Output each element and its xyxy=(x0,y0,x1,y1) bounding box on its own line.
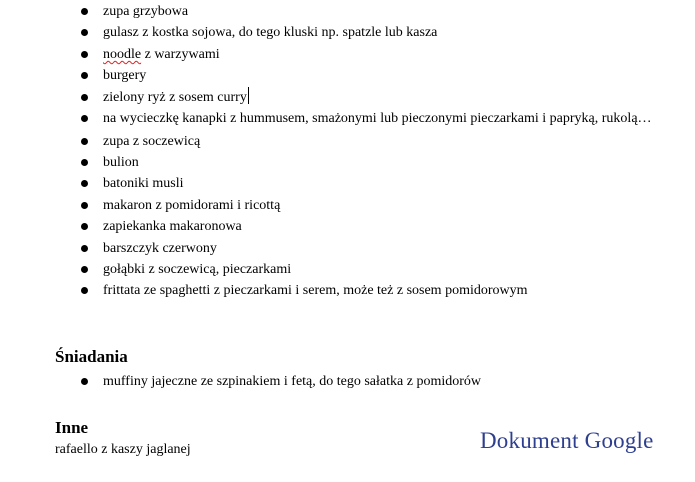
list-item xyxy=(0,216,695,237)
list-item xyxy=(0,87,695,108)
bullet-icon xyxy=(81,378,88,385)
list-item-text: zapiekanka makaronowa xyxy=(103,219,242,235)
bullet-icon xyxy=(81,115,88,122)
bullet-icon xyxy=(81,138,88,145)
bullet-icon xyxy=(81,94,88,101)
list-item-text: na wycieczkę kanapki z hummusem, smażonymi lub pieczonymi pieczarkami i papryką, rukolą… xyxy=(103,111,652,127)
list-item xyxy=(0,65,695,86)
list-item xyxy=(0,152,695,173)
bullet-icon xyxy=(81,266,88,273)
list-item xyxy=(0,238,695,259)
bullet-icon xyxy=(81,29,88,36)
list-item xyxy=(0,173,695,194)
list-item-text: makaron z pomidorami i ricottą xyxy=(103,197,281,213)
list-item xyxy=(0,280,695,301)
bullet-icon xyxy=(81,8,88,15)
bullet-icon xyxy=(81,159,88,166)
list-item-text: batoniki musli xyxy=(103,176,184,192)
list-item-text: muffiny jajeczne ze szpinakiem i fetą, do tego sałatka z pomidorów xyxy=(103,374,481,389)
list-item xyxy=(0,259,695,280)
bullet-icon xyxy=(81,180,88,187)
list-item xyxy=(0,371,695,392)
breakfast-list xyxy=(0,371,695,392)
bullet-icon xyxy=(81,202,88,209)
list-item xyxy=(0,108,695,131)
bullet-icon xyxy=(81,245,88,252)
section-heading-breakfast: Śniadania xyxy=(55,347,128,366)
list-item-text: zupa z soczewicą xyxy=(103,133,201,149)
list-item-text: zielony ryż z sosem curry xyxy=(103,89,247,105)
list-item-text: gulasz z kostka sojowa, do tego kluski np. spatzle lub kasza xyxy=(103,25,438,41)
bullet-icon xyxy=(81,51,88,58)
list-item-text: burgery xyxy=(103,68,147,84)
list-item xyxy=(0,131,695,152)
list-item-text: zupa grzybowa xyxy=(103,4,189,19)
list-item xyxy=(0,1,695,22)
list-item xyxy=(0,44,695,65)
spelling-error-word[interactable]: noodle xyxy=(103,46,142,62)
bullet-icon xyxy=(81,287,88,294)
section-heading-other: Inne xyxy=(55,418,89,437)
list-item xyxy=(0,22,695,43)
paragraph-text: rafaello z kaszy jaglanej xyxy=(55,442,191,457)
list-item-text: z warzywami xyxy=(141,46,220,62)
list-item-text: frittata ze spaghetti z pieczarkami i serem, może też z sosem pomidorowym xyxy=(103,283,528,299)
list-item-text: bulion xyxy=(103,154,139,170)
list-item-text: barszczyk czerwony xyxy=(103,240,217,256)
bullet-icon xyxy=(81,223,88,230)
watermark-label: Dokument Google xyxy=(480,428,654,453)
list-item xyxy=(0,195,695,216)
list-item-text: gołąbki z soczewicą, pieczarkami xyxy=(103,261,292,277)
text-cursor xyxy=(248,87,250,104)
recipe-list xyxy=(0,1,695,302)
bullet-icon xyxy=(81,72,88,79)
